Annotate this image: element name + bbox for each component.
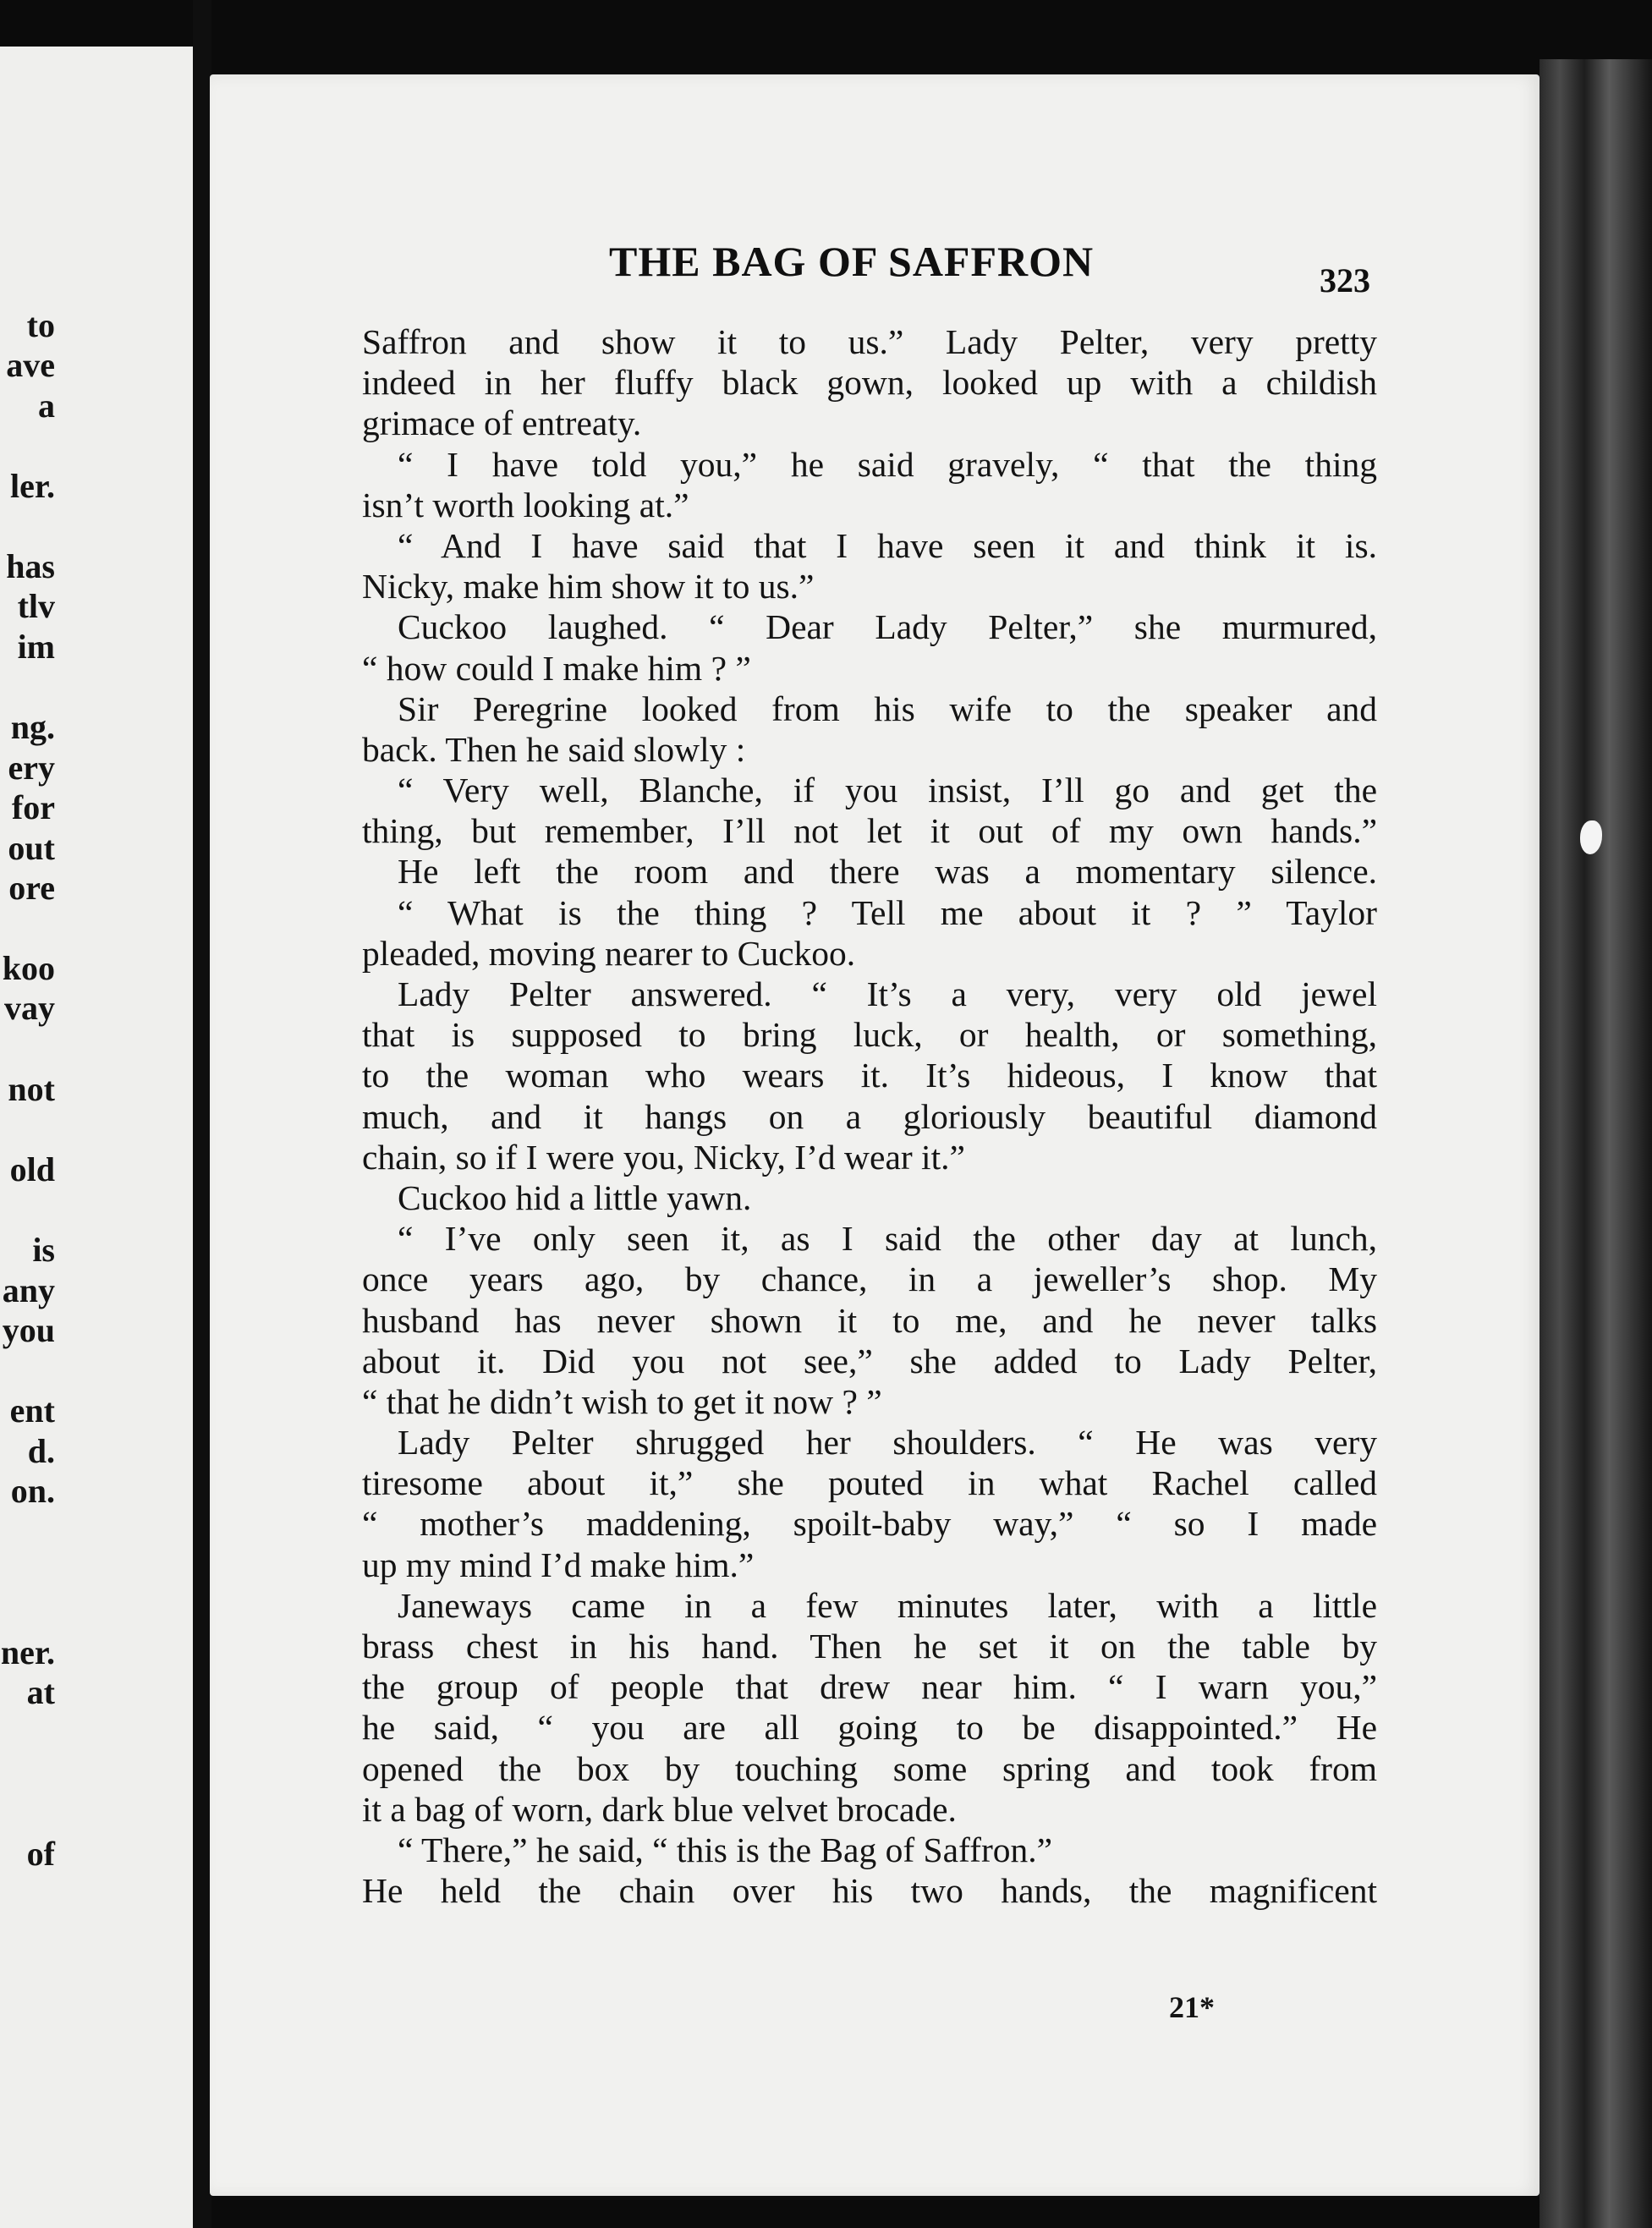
- left-page-fragment: koo: [2, 949, 55, 987]
- text-line: once years ago, by chance, in a jeweller’s shop. My: [362, 1259, 1377, 1299]
- text-line: husband has never shown it to me, and he never talks: [362, 1300, 1377, 1340]
- text-line: “ how could I make him ? ”: [362, 648, 751, 688]
- text-line: Saffron and show it to us.” Lady Pelter, very pretty: [362, 322, 1377, 361]
- text-line: much, and it hangs on a gloriously beautiful diamond: [362, 1096, 1377, 1136]
- text-line: “ I’ve only seen it, as I said the other day at lunch,: [398, 1219, 1377, 1259]
- book-binding-edge: [1539, 59, 1652, 2228]
- text-line: brass chest in his hand. Then he set it on the table by: [362, 1627, 1377, 1666]
- left-page-fragment: out: [8, 829, 55, 867]
- text-line: “ Very well, Blanche, if you insist, I’ll go and get the: [398, 771, 1377, 810]
- text-line: Nicky, make him show it to us.”: [362, 567, 815, 606]
- text-line: pleaded, moving nearer to Cuckoo.: [362, 933, 856, 973]
- text-line: “ What is the thing ? Tell me about it ? ” Taylor: [398, 892, 1377, 932]
- left-page-fragment: tlv: [17, 587, 55, 625]
- signature-mark: 21*: [1169, 1990, 1215, 2024]
- text-line: he said, “ you are all going to be disappointed.” He: [362, 1708, 1377, 1748]
- text-line: opened the box by touching some spring and took from: [362, 1748, 1377, 1788]
- left-page-fragment: ner.: [0, 1633, 55, 1671]
- left-page-fragment: for: [11, 788, 55, 826]
- left-page-fragment: a: [38, 387, 55, 425]
- text-line: thing, but remember, I’ll not let it out of my own hands.”: [362, 811, 1377, 851]
- text-line: up my mind I’d make him.”: [362, 1545, 755, 1584]
- text-line: Lady Pelter answered. “ It’s a very, very old jewel: [398, 974, 1377, 1013]
- left-page-fragment: ng.: [10, 708, 55, 746]
- text-line: “ I have told you,” he said gravely, “ that the thing: [398, 444, 1377, 484]
- left-page-fragment: any: [2, 1271, 55, 1309]
- left-page-fragment: d.: [27, 1432, 55, 1470]
- text-line: grimace of entreaty.: [362, 403, 642, 443]
- text-line: Sir Peregrine looked from his wife to the speaker and: [398, 689, 1377, 728]
- text-line: indeed in her fluffy black gown, looked up with a childish: [362, 363, 1377, 403]
- left-page-fragment: ler.: [10, 467, 55, 505]
- left-page-fragment: at: [26, 1673, 55, 1711]
- text-line: “ And I have said that I have seen it and think it is.: [398, 525, 1377, 565]
- left-page-fragment: of: [26, 1835, 55, 1873]
- left-page-fragment: old: [9, 1150, 55, 1188]
- text-line: isn’t worth looking at.”: [362, 485, 689, 524]
- running-title: THE BAG OF SAFFRON: [609, 238, 1095, 285]
- text-line: the group of people that drew near him. “ I warn you,”: [362, 1667, 1377, 1707]
- left-page-fragment: has: [6, 547, 55, 585]
- left-page-fragment: you: [2, 1311, 55, 1349]
- text-line: to the woman who wears it. It’s hideous, I know that: [362, 1056, 1377, 1095]
- left-page-fragment: to: [26, 306, 55, 344]
- left-page-fragment: ent: [9, 1391, 55, 1430]
- left-page-fragment: not: [8, 1070, 55, 1108]
- left-page-fragment: ave: [6, 346, 55, 384]
- text-line: Cuckoo hid a little yawn.: [398, 1177, 752, 1217]
- text-line: “ that he didn’t wish to get it now ? ”: [362, 1381, 882, 1421]
- text-line: Janeways came in a few minutes later, with a little: [398, 1585, 1377, 1625]
- page-number: 323: [1320, 261, 1370, 299]
- left-page-fragment: is: [32, 1231, 55, 1269]
- text-line: Cuckoo laughed. “ Dear Lady Pelter,” she murmured,: [398, 607, 1377, 647]
- left-page-fragment: ery: [8, 749, 55, 787]
- text-line: He left the room and there was a momentary silence.: [398, 852, 1377, 892]
- text-line: about it. Did you not see,” she added to Lady Pelter,: [362, 1341, 1377, 1380]
- left-page-fragment: on.: [10, 1472, 55, 1510]
- page-gutter: [193, 0, 211, 2228]
- previous-page-edge: [0, 47, 198, 2228]
- left-page-fragment: im: [17, 628, 55, 666]
- left-page-fragment: vay: [4, 989, 55, 1027]
- text-line: “ There,” he said, “ this is the Bag of Saffron.”: [398, 1830, 1053, 1869]
- left-page-fragment: ore: [8, 869, 55, 907]
- text-line: He held the chain over his two hands, the magnificent: [362, 1871, 1377, 1911]
- text-line: chain, so if I were you, Nicky, I’d wear it.”: [362, 1137, 965, 1177]
- page-body-text: [362, 321, 1377, 1911]
- text-line: tiresome about it,” she pouted in what Rachel called: [362, 1463, 1377, 1503]
- text-line: “ mother’s maddening, spoilt-baby way,” “ so I made: [362, 1504, 1377, 1544]
- text-line: back. Then he said slowly :: [362, 729, 746, 769]
- text-line: that is supposed to bring luck, or health, or something,: [362, 1015, 1377, 1055]
- text-line: it a bag of worn, dark blue velvet brocade.: [362, 1789, 957, 1829]
- text-line: Lady Pelter shrugged her shoulders. “ He was very: [398, 1423, 1377, 1462]
